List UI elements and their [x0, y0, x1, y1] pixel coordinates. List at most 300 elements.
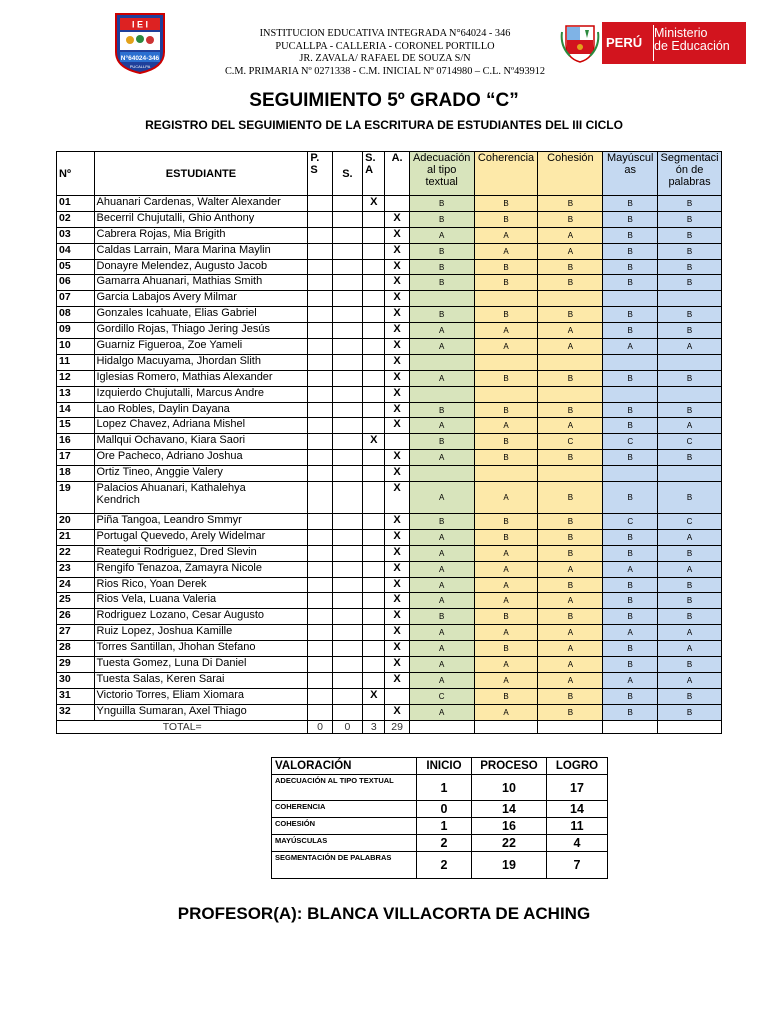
- ps-mark: [308, 323, 332, 339]
- student-name-cell: [94, 307, 308, 323]
- coherencia-grade: A: [474, 593, 538, 609]
- segmentacion-grade: A: [658, 561, 722, 577]
- ps-mark: [308, 561, 332, 577]
- mayusculas-grade: B: [603, 402, 658, 418]
- student-row: [57, 227, 722, 243]
- student-name: Rodriguez Lozano, Cesar Augusto: [96, 609, 265, 622]
- student-name: Cabrera Rojas, Mia Brigith: [96, 227, 226, 240]
- ps-mark: [308, 370, 332, 386]
- student-number: 29: [57, 657, 95, 673]
- page-title: SEGUIMIENTO 5º GRADO “C”: [249, 90, 519, 111]
- mayusculas-grade: C: [603, 514, 658, 530]
- segmentacion-grade: A: [658, 339, 722, 355]
- student-row: [57, 339, 722, 355]
- adecuacion-grade: B: [409, 243, 474, 259]
- sa-mark: [363, 307, 385, 323]
- segmentacion-grade: [658, 466, 722, 482]
- header-coherencia: Coherencia: [474, 152, 538, 196]
- coherencia-grade: B: [474, 434, 538, 450]
- adecuacion-grade: A: [409, 339, 474, 355]
- mayusculas-grade: A: [603, 339, 658, 355]
- segmentacion-grade: B: [658, 196, 722, 212]
- ps-mark: [308, 291, 332, 307]
- sa-mark: [363, 657, 385, 673]
- student-name-cell: [94, 514, 308, 530]
- school-line-2: PUCALLPA - CALLERIA - CORONEL PORTILLO: [275, 40, 495, 52]
- summary-header-row: [272, 758, 608, 775]
- student-name: Caldas Larrain, Mara Marina Maylin: [96, 243, 271, 256]
- s-mark: [332, 466, 362, 482]
- student-name: Tuesta Salas, Keren Sarai: [96, 672, 225, 685]
- a-mark: [385, 434, 409, 450]
- crest-top-text: I E I: [131, 19, 149, 30]
- segmentacion-grade: B: [658, 402, 722, 418]
- coherencia-grade: [474, 354, 538, 370]
- segmentacion-grade: [658, 386, 722, 402]
- peru-coat-of-arms-icon: [560, 22, 600, 64]
- header-student: ESTUDIANTE: [94, 152, 308, 196]
- segmentacion-grade: [658, 354, 722, 370]
- s-mark: [332, 354, 362, 370]
- student-name-cell: [94, 482, 308, 514]
- total-empty: [538, 720, 603, 733]
- cohesion-grade: B: [538, 545, 603, 561]
- ps-mark: [308, 307, 332, 323]
- total-empty: [409, 720, 474, 733]
- segmentacion-grade: B: [658, 275, 722, 291]
- summary-table: [271, 757, 608, 879]
- mayusculas-grade: B: [603, 196, 658, 212]
- student-name: Gamarra Ahuanari, Mathias Smith: [96, 275, 263, 288]
- s-mark: [332, 672, 362, 688]
- s-mark: [332, 545, 362, 561]
- ps-mark: [308, 545, 332, 561]
- sa-mark: [363, 418, 385, 434]
- coherencia-grade: B: [474, 275, 538, 291]
- header-cohesion: Cohesión: [538, 152, 603, 196]
- mayusculas-grade: B: [603, 577, 658, 593]
- student-name-cell: [94, 370, 308, 386]
- ps-mark: [308, 259, 332, 275]
- student-name-cell: [94, 211, 308, 227]
- s-mark: [332, 402, 362, 418]
- summary-header-valoracion: VALORACIÓN: [272, 758, 417, 775]
- cohesion-grade: C: [538, 434, 603, 450]
- ps-mark: [308, 450, 332, 466]
- total-row: [57, 720, 722, 733]
- ps-mark: [308, 577, 332, 593]
- ps-mark: [308, 609, 332, 625]
- a-mark: X: [385, 386, 409, 402]
- student-name: Izquierdo Chujutalli, Marcus Andre: [96, 386, 265, 399]
- mayusculas-grade: B: [603, 275, 658, 291]
- student-name: Ruiz Lopez, Joshua Kamille: [96, 625, 233, 638]
- adecuacion-grade: A: [409, 323, 474, 339]
- coherencia-grade: B: [474, 307, 538, 323]
- sa-mark: [363, 354, 385, 370]
- student-name: Rengifo Tenazoa, Zamayra Nicole: [96, 561, 262, 574]
- mayusculas-grade: B: [603, 545, 658, 561]
- student-name-cell: [94, 561, 308, 577]
- sa-mark: [363, 672, 385, 688]
- coherencia-grade: B: [474, 514, 538, 530]
- sa-mark: [363, 323, 385, 339]
- student-name: Portugal Quevedo, Arely Widelmar: [96, 529, 266, 542]
- adecuacion-grade: B: [409, 259, 474, 275]
- s-mark: [332, 561, 362, 577]
- coherencia-grade: B: [474, 529, 538, 545]
- s-mark: [332, 386, 362, 402]
- coherencia-grade: B: [474, 450, 538, 466]
- student-row: [57, 641, 722, 657]
- adecuacion-grade: [409, 354, 474, 370]
- coherencia-grade: [474, 291, 538, 307]
- total-empty: [603, 720, 658, 733]
- student-row: [57, 196, 722, 212]
- total-s: 0: [332, 720, 362, 733]
- summary-label: COHERENCIA: [272, 801, 417, 818]
- s-mark: [332, 307, 362, 323]
- a-mark: X: [385, 211, 409, 227]
- summary-header-inicio: INICIO: [417, 758, 472, 775]
- total-empty: [658, 720, 722, 733]
- student-name-cell: [94, 609, 308, 625]
- student-number: 05: [57, 259, 95, 275]
- student-name-cell: [94, 291, 308, 307]
- ps-mark: [308, 434, 332, 450]
- a-mark: X: [385, 243, 409, 259]
- summary-proceso: 19: [472, 852, 547, 879]
- cohesion-grade: A: [538, 641, 603, 657]
- ps-mark: [308, 672, 332, 688]
- student-number: 32: [57, 704, 95, 720]
- adecuacion-grade: B: [409, 307, 474, 323]
- summary-logro: 4: [547, 835, 608, 852]
- adecuacion-grade: A: [409, 704, 474, 720]
- student-name-cell: [94, 402, 308, 418]
- student-name-cell: [94, 625, 308, 641]
- student-name-cell: [94, 545, 308, 561]
- student-name-cell: [94, 434, 308, 450]
- sa-mark: X: [363, 688, 385, 704]
- student-name: Reategui Rodriguez, Dred Slevin: [96, 545, 257, 558]
- student-name: Rios Rico, Yoan Derek: [96, 577, 207, 590]
- student-row: [57, 466, 722, 482]
- mayusculas-grade: [603, 354, 658, 370]
- total-sa: 3: [363, 720, 385, 733]
- summary-inicio: 2: [417, 852, 472, 879]
- a-mark: X: [385, 402, 409, 418]
- cohesion-grade: A: [538, 243, 603, 259]
- s-mark: [332, 641, 362, 657]
- cohesion-grade: A: [538, 227, 603, 243]
- student-number: 28: [57, 641, 95, 657]
- coherencia-grade: A: [474, 704, 538, 720]
- student-number: 22: [57, 545, 95, 561]
- student-number: 20: [57, 514, 95, 530]
- student-number: 25: [57, 593, 95, 609]
- student-row: [57, 243, 722, 259]
- school-line-4: C.M. PRIMARIA Nº 0271338 - C.M. INICIAL Nº 0714980 – C.L. Nº493912: [224, 66, 546, 78]
- cohesion-grade: [538, 291, 603, 307]
- coherencia-grade: [474, 466, 538, 482]
- a-mark: X: [385, 275, 409, 291]
- student-name-cell: [94, 657, 308, 673]
- student-number: 14: [57, 402, 95, 418]
- student-name: Lopez Chavez, Adriana Mishel: [96, 418, 246, 431]
- header-a: A.: [385, 152, 409, 196]
- segmentacion-grade: B: [658, 323, 722, 339]
- adecuacion-grade: A: [409, 561, 474, 577]
- student-row: [57, 577, 722, 593]
- student-row: [57, 514, 722, 530]
- cohesion-grade: [538, 466, 603, 482]
- ps-mark: [308, 482, 332, 514]
- adecuacion-grade: A: [409, 418, 474, 434]
- adecuacion-grade: B: [409, 514, 474, 530]
- ps-mark: [308, 402, 332, 418]
- a-mark: X: [385, 514, 409, 530]
- cohesion-grade: B: [538, 577, 603, 593]
- coherencia-grade: A: [474, 418, 538, 434]
- sa-mark: [363, 514, 385, 530]
- segmentacion-grade: B: [658, 307, 722, 323]
- mayusculas-grade: B: [603, 593, 658, 609]
- student-number: 12: [57, 370, 95, 386]
- adecuacion-grade: B: [409, 609, 474, 625]
- student-name-cell: [94, 275, 308, 291]
- ps-mark: [308, 354, 332, 370]
- student-name-cell: [94, 688, 308, 704]
- a-mark: [385, 688, 409, 704]
- cohesion-grade: A: [538, 323, 603, 339]
- segmentacion-grade: B: [658, 259, 722, 275]
- student-name-line2: Kendrich: [96, 494, 140, 507]
- cohesion-grade: A: [538, 657, 603, 673]
- student-name: Lao Robles, Daylin Dayana: [96, 402, 230, 415]
- student-number: 02: [57, 211, 95, 227]
- cohesion-grade: B: [538, 259, 603, 275]
- student-name: Hidalgo Macuyama, Jhordan Slith: [96, 354, 261, 367]
- student-number: 06: [57, 275, 95, 291]
- segmentacion-grade: B: [658, 370, 722, 386]
- segmentacion-grade: B: [658, 545, 722, 561]
- adecuacion-grade: A: [409, 482, 474, 514]
- mayusculas-grade: [603, 386, 658, 402]
- adecuacion-grade: [409, 386, 474, 402]
- student-number: 11: [57, 354, 95, 370]
- s-mark: [332, 418, 362, 434]
- ps-mark: [308, 641, 332, 657]
- student-row: [57, 275, 722, 291]
- adecuacion-grade: A: [409, 672, 474, 688]
- adecuacion-grade: [409, 466, 474, 482]
- mayusculas-grade: B: [603, 704, 658, 720]
- coherencia-grade: B: [474, 641, 538, 657]
- summary-logro: 7: [547, 852, 608, 879]
- student-row: [57, 354, 722, 370]
- student-number: 30: [57, 672, 95, 688]
- ministry-name: [654, 27, 730, 53]
- summary-label: SEGMENTACIÓN DE PALABRAS: [272, 852, 417, 879]
- segmentacion-grade: B: [658, 593, 722, 609]
- student-number: 04: [57, 243, 95, 259]
- sa-mark: [363, 386, 385, 402]
- mayusculas-grade: [603, 291, 658, 307]
- student-row: [57, 609, 722, 625]
- a-mark: X: [385, 561, 409, 577]
- cohesion-grade: A: [538, 593, 603, 609]
- adecuacion-grade: B: [409, 275, 474, 291]
- student-name: Rios Vela, Luana Valeria: [96, 593, 217, 606]
- tracking-table: [56, 151, 722, 734]
- teacher-name: PROFESOR(A): BLANCA VILLACORTA DE ACHING: [177, 904, 591, 923]
- student-row: [57, 450, 722, 466]
- mayusculas-grade: B: [603, 243, 658, 259]
- header-segmentacion: Segmentación de palabras: [658, 152, 722, 196]
- summary-label: ADECUACIÓN AL TIPO TEXTUAL: [272, 775, 417, 801]
- segmentacion-grade: B: [658, 243, 722, 259]
- mayusculas-grade: B: [603, 657, 658, 673]
- student-row: [57, 418, 722, 434]
- student-name-cell: [94, 243, 308, 259]
- adecuacion-grade: C: [409, 688, 474, 704]
- adecuacion-grade: [409, 291, 474, 307]
- student-name-cell: [94, 354, 308, 370]
- student-name: Becerril Chujutalli, Ghio Anthony: [96, 211, 255, 224]
- s-mark: [332, 259, 362, 275]
- s-mark: [332, 514, 362, 530]
- cohesion-grade: B: [538, 275, 603, 291]
- summary-row: [272, 852, 608, 879]
- a-mark: X: [385, 482, 409, 514]
- cohesion-grade: B: [538, 402, 603, 418]
- sa-mark: [363, 625, 385, 641]
- ps-mark: [308, 466, 332, 482]
- student-name: Torres Santillan, Jhohan Stefano: [96, 641, 256, 654]
- sa-mark: [363, 259, 385, 275]
- ps-mark: [308, 593, 332, 609]
- student-number: 07: [57, 291, 95, 307]
- sa-mark: [363, 545, 385, 561]
- adecuacion-grade: A: [409, 641, 474, 657]
- s-mark: [332, 450, 362, 466]
- student-row: [57, 386, 722, 402]
- adecuacion-grade: B: [409, 196, 474, 212]
- cohesion-grade: A: [538, 418, 603, 434]
- segmentacion-grade: A: [658, 625, 722, 641]
- student-name-cell: [94, 418, 308, 434]
- student-name-cell: [94, 704, 308, 720]
- coherencia-grade: A: [474, 625, 538, 641]
- school-crest-logo: [112, 12, 168, 74]
- cohesion-grade: A: [538, 561, 603, 577]
- s-mark: [332, 482, 362, 514]
- a-mark: X: [385, 657, 409, 673]
- coherencia-grade: B: [474, 196, 538, 212]
- sa-mark: [363, 291, 385, 307]
- adecuacion-grade: B: [409, 402, 474, 418]
- mayusculas-grade: A: [603, 561, 658, 577]
- a-mark: X: [385, 625, 409, 641]
- s-mark: [332, 370, 362, 386]
- cohesion-grade: A: [538, 672, 603, 688]
- cohesion-grade: [538, 354, 603, 370]
- cohesion-grade: [538, 386, 603, 402]
- mayusculas-grade: B: [603, 450, 658, 466]
- student-number: 21: [57, 529, 95, 545]
- adecuacion-grade: A: [409, 227, 474, 243]
- student-number: 27: [57, 625, 95, 641]
- student-name-cell: [94, 450, 308, 466]
- student-name: Guarniz Figueroa, Zoe Yameli: [96, 339, 243, 352]
- summary-logro: 11: [547, 818, 608, 835]
- mayusculas-grade: C: [603, 434, 658, 450]
- student-row: [57, 657, 722, 673]
- s-mark: [332, 243, 362, 259]
- student-row: [57, 688, 722, 704]
- summary-proceso: 10: [472, 775, 547, 801]
- crest-number-text: N°64024-346: [120, 55, 160, 62]
- student-number: 26: [57, 609, 95, 625]
- a-mark: X: [385, 672, 409, 688]
- header-sa: S. A: [363, 152, 385, 196]
- a-mark: X: [385, 545, 409, 561]
- a-mark: X: [385, 577, 409, 593]
- sa-mark: [363, 466, 385, 482]
- summary-proceso: 16: [472, 818, 547, 835]
- summary-label: COHESIÓN: [272, 818, 417, 835]
- adecuacion-grade: B: [409, 211, 474, 227]
- cohesion-grade: B: [538, 609, 603, 625]
- student-row: [57, 561, 722, 577]
- mayusculas-grade: A: [603, 625, 658, 641]
- student-name-cell: [94, 259, 308, 275]
- cohesion-grade: B: [538, 514, 603, 530]
- student-name-cell: [94, 466, 308, 482]
- s-mark: [332, 211, 362, 227]
- summary-row: [272, 835, 608, 852]
- student-row: [57, 307, 722, 323]
- summary-inicio: 1: [417, 818, 472, 835]
- ps-mark: [308, 386, 332, 402]
- a-mark: X: [385, 593, 409, 609]
- student-row: [57, 529, 722, 545]
- total-ps: 0: [308, 720, 332, 733]
- student-name: Ore Pacheco, Adriano Joshua: [96, 450, 243, 463]
- summary-proceso: 14: [472, 801, 547, 818]
- coherencia-grade: A: [474, 672, 538, 688]
- student-row: [57, 545, 722, 561]
- student-number: 16: [57, 434, 95, 450]
- sa-mark: [363, 609, 385, 625]
- student-row: [57, 370, 722, 386]
- ps-mark: [308, 529, 332, 545]
- student-row: [57, 323, 722, 339]
- student-number: 13: [57, 386, 95, 402]
- header-mayusculas: Mayúsculas: [603, 152, 658, 196]
- segmentacion-grade: [658, 291, 722, 307]
- sa-mark: [363, 704, 385, 720]
- segmentacion-grade: B: [658, 657, 722, 673]
- a-mark: [385, 196, 409, 212]
- student-name: Palacios Ahuanari, Kathalehya: [96, 482, 246, 495]
- s-mark: [332, 577, 362, 593]
- a-mark: X: [385, 307, 409, 323]
- sa-mark: [363, 641, 385, 657]
- sa-mark: [363, 561, 385, 577]
- coherencia-grade: [474, 386, 538, 402]
